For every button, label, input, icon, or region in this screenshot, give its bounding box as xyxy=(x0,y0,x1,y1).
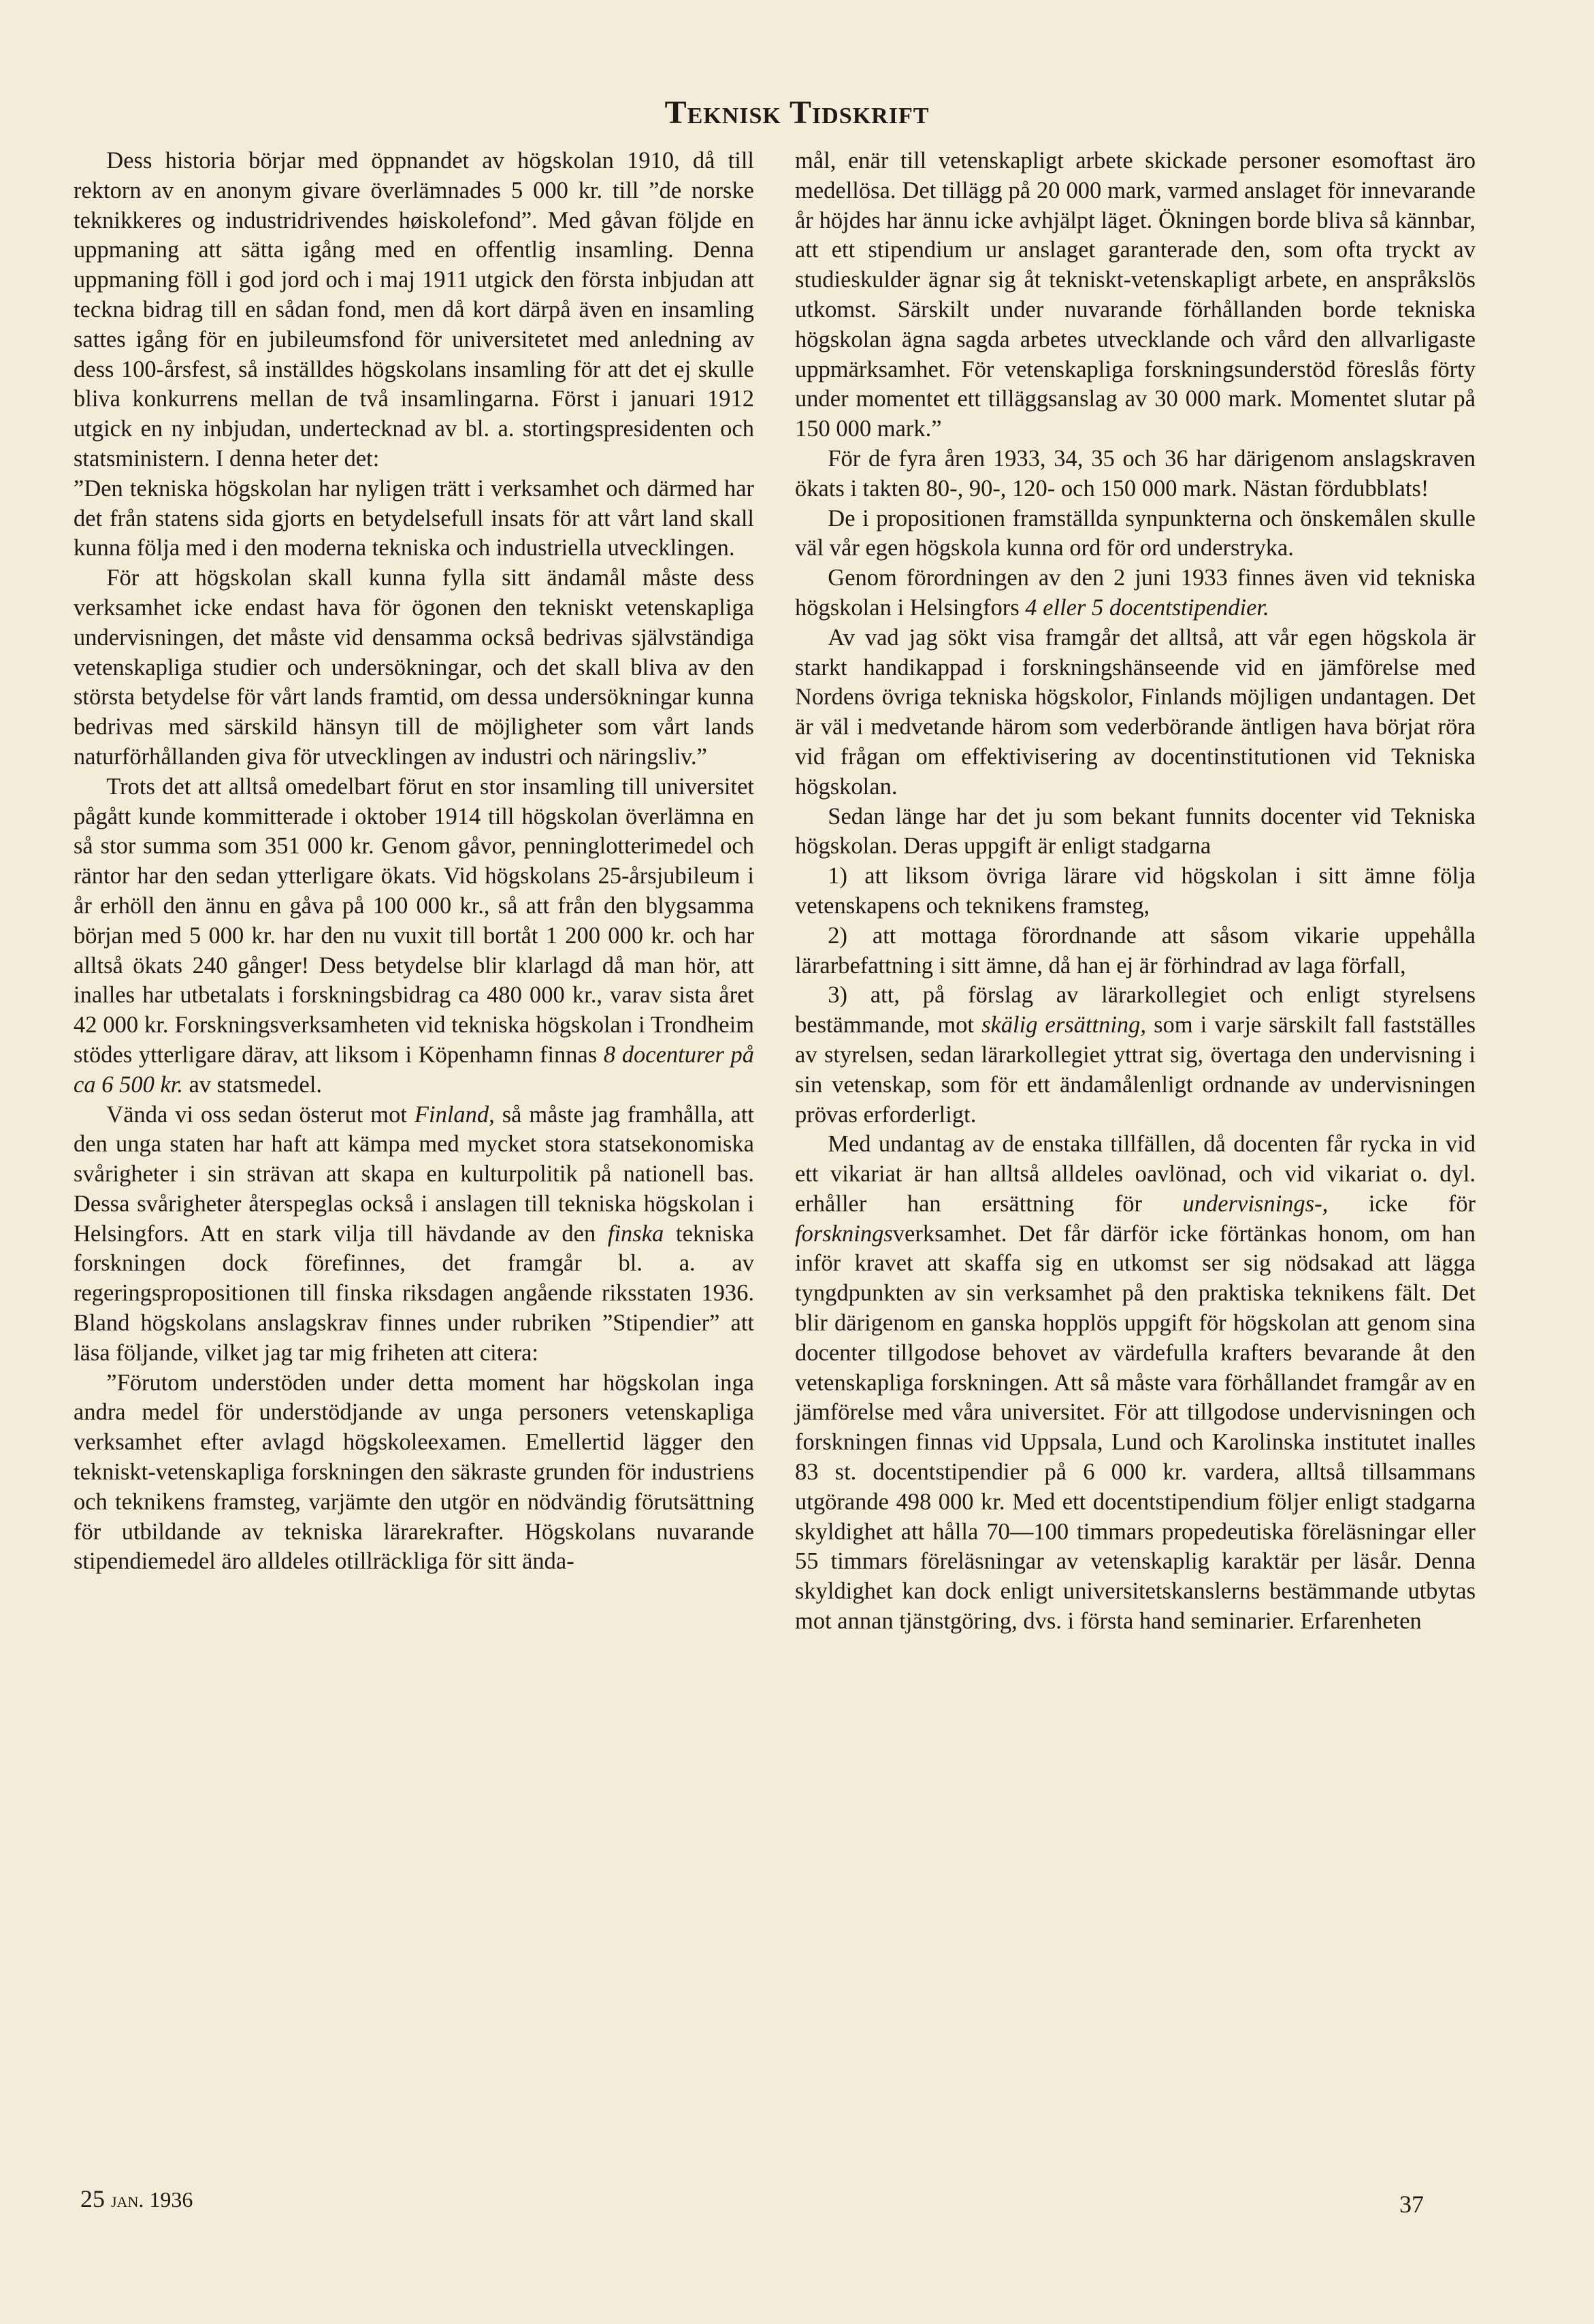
paragraph-text: ”Den tekniska högskolan har nyligen trätt i verksamhet och därmed har det från statens sida gjorts en betydelsefull insats för att vårt land skall kunna följa med i den moderna tekniska och industriella utvecklingen. xyxy=(74,475,754,561)
issue-date-rest: jan. 1936 xyxy=(111,2187,193,2212)
paragraph xyxy=(795,623,1476,802)
paragraph-text: som i varje särskilt fall fastställes av styrelsen, sedan lärarkollegiet yttrat sig, övertaga den undervisning i sin vetenskap, som för ett ändamålenligt ordnande av undervisningen prövas erforderligt. xyxy=(795,1012,1476,1128)
paragraph-text: icke för xyxy=(1328,1190,1476,1217)
paragraph-text: verksamhet. Det får därför icke förtänkas honom, om han inför kravet att skaffa sig en utkomst ser sig nödsakad att lägga tyngdpunkten av sin verksamhet på den praktiska teknikens fält. Det blir därigenom en ganska hopplös uppgift för högskolan att genom sina docenter tillgodose behovet av värdefulla krafters bevarande åt den vetenskapliga forskningen. Att så måste vara förhållandet framgår av en jämförelse med våra universitet. För att tillgodose undervisningen och forskningen finnas vid Uppsala, Lund och Karolinska institutet inalles 83 st. docentstipendier på 6 000 kr. vardera, alltså tillsammans utgörande 498 000 kr. Med ett docentstipendium följer enligt stadgarna skyldighet att hålla 70—100 timmars propedeutiska föreläsningar eller 55 timmars föreläsningar av vetenskaplig karaktär per läsår. Denna skyldighet kan dock enligt universitetskanslerns bestämmande utbytas mot annan tjänstgöring, dvs. i första hand seminarier. Erfarenheten xyxy=(795,1220,1476,1635)
paragraph-text: Sedan länge har det ju som bekant funnits docenter vid Tekniska högskolan. Deras uppgift är enligt stadgarna xyxy=(795,803,1476,860)
paragraph-text: så måste jag framhålla, att den unga staten har haft att kämpa med mycket stora statsekonomiska svårigheter i sin strävan att skapa en kulturpolitik på nationell bas. Dessa svårigheter återspeglas också i anslagen till tekniska högskolan i Helsingfors. Att en stark vilja till hävdande av den xyxy=(74,1101,755,1247)
paragraph-emphasis: 4 eller 5 docentstipendier. xyxy=(1025,594,1269,621)
paragraph xyxy=(74,146,754,474)
paragraph-text: För att högskolan skall kunna fylla sitt ändamål måste dess verksamhet icke endast hava för ögonen den tekniskt vetenskapliga undervisningen, det måste vid densamma också bedrivas självständiga vetenskapliga studier och undersökningar, och det skall bliva av den största betydelse för vårt lands framtid, om dessa undersökningar kunna bedrivas med särskild hänsyn till de möjligheter som vårt lands naturförhållanden giva för utvecklingen av industri och näringsliv.” xyxy=(74,565,754,770)
paragraph xyxy=(74,772,754,1100)
right-column xyxy=(795,146,1476,1637)
paragraph-text: Vända vi oss sedan österut mot xyxy=(106,1101,414,1128)
paragraph xyxy=(74,474,754,563)
paragraph-emphasis: skälig ersättning, xyxy=(981,1012,1147,1038)
issue-date xyxy=(80,2184,193,2213)
paragraph-text: 1) att liksom övriga lärare vid högskolan i sitt ämne följa vetenskapens och teknikens framsteg, xyxy=(795,863,1476,919)
paragraph-text: Dess historia börjar med öppnandet av högskolan 1910, då till rektorn av en anonym givare överlämnades 5 000 kr. till ”de norske teknikkeres og industridrivendes høiskolefond”. Med gåvan följde en uppmaning att sätta igång med en offentlig insamling. Denna uppmaning föll i god jord och i maj 1911 utgick den första inbjudan att teckna bidrag till en sådan fond, men då kort därpå även en insamling sattes igång för en jubileumsfond för universitetet med anledning av dess 100-årsfest, så inställdes högskolans insamling för att det ej skulle bliva konkurrens mellan de två insamlingarna. Först i januari 1912 utgick en ny inbjudan, undertecknad av bl. a. stortingspresidenten och statsministern. I denna heter det: xyxy=(74,148,754,472)
paragraph xyxy=(795,1130,1476,1637)
paragraph-text: Genom förordningen av den 2 juni 1933 finnes även vid tekniska högskolan i Helsingfors xyxy=(795,565,1476,621)
paragraph-text: 2) att mottaga förordnande att såsom vikarie uppehålla lärarbefattning i sitt ämne, då han ej är förhindrad av laga förfall, xyxy=(795,922,1476,979)
paragraph xyxy=(795,862,1476,921)
paragraph-text: Trots det att alltså omedelbart förut en stor insamling till universitet pågått kunde kommitterade i oktober 1914 till högskolan överlämna en så stor summa som 351 000 kr. Genom gåvor, penninglotterimedel och räntor har den sedan ytterligare ökats. Vid högskolans 25-årsjubileum i år erhöll den ännu en gåva på 100 000 kr., så att från den blygsamma början med 5 000 kr. har den nu vuxit till bortåt 1 200 000 kr. och har alltså ökats 240 gånger! Dess betydelse blir klarlagd då man hör, att inalles har utbetalats i forskningsbidrag ca 480 000 kr., varav sista året 42 000 kr. Forskningsverksamheten vid tekniska högskolan i Trondheim stödes ytterligare därav, att liksom i Köpenhamn finnas xyxy=(74,773,754,1068)
paragraph-text: De i propositionen framställda synpunkterna och önskemålen skulle väl vår egen högskola kunna ord för ord understryka. xyxy=(795,505,1476,561)
page-title: Teknisk Tidskrift xyxy=(664,95,930,131)
paragraph xyxy=(74,1100,754,1369)
paragraph-emphasis: 8 docenturer på ca 6 500 kr. xyxy=(74,1041,754,1098)
paragraph xyxy=(795,802,1476,862)
paragraph-emphasis: Finland, xyxy=(414,1101,495,1128)
paragraph xyxy=(795,146,1476,444)
paragraph-emphasis: forsknings xyxy=(795,1220,893,1247)
left-column xyxy=(74,146,754,1577)
paragraph xyxy=(795,504,1476,564)
paragraph xyxy=(795,444,1476,504)
paragraph xyxy=(795,921,1476,981)
paragraph xyxy=(74,1369,754,1577)
paragraph-text: Med undantag av de enstaka tillfällen, då docenten får rycka in vid ett vikariat är han alltså alldeles oavlönad, och vid vikariat o. dyl. erhåller han ersättning för xyxy=(795,1131,1476,1217)
paragraph-text: ”Förutom understöden under detta moment har högskolan inga andra medel för understödjande av unga personers vetenskapliga verksamhet efter avlagd högskoleexamen. Emellertid lägger den tekniskt-vetenskapliga forskningen den säkraste grunden för industriens och teknikens framsteg, varjämte den utgör en nödvändig förutsättning för utbildande av tekniska lärarekrafter. Högskolans nuvarande stipendiemedel äro alldeles otillräckliga för sitt ända- xyxy=(74,1369,754,1575)
paragraph-text: tekniska forskningen dock förefinnes, det framgår bl. a. av regeringspropositionen till finska riksdagen angående riksstaten 1936. Bland högskolans anslagskrav finnes under rubriken ”Stipendier” att läsa följande, vilket jag tar mig friheten att citera: xyxy=(74,1220,754,1366)
paragraph-emphasis: finska xyxy=(607,1220,664,1247)
paragraph-text: av statsmedel. xyxy=(182,1071,323,1098)
paragraph xyxy=(795,981,1476,1130)
paragraph-text: 3) att, på förslag av lärarkollegiet och enligt styrelsens bestämmande, mot xyxy=(795,982,1476,1038)
issue-date-day: 25 xyxy=(80,2185,105,2212)
paragraph-emphasis: undervisnings-, xyxy=(1182,1190,1329,1217)
page-number: 37 xyxy=(1399,2191,1424,2218)
paragraph xyxy=(795,563,1476,623)
paragraph-text: mål, enär till vetenskapligt arbete skickade personer esomoftast äro medellösa. Det tillägg på 20 000 mark, varmed anslaget för innevarande år höjdes har ännu icke avhjälpt läget. Ökningen borde bliva så kännbar, att ett stipendium ur anslaget garanterade den, som ofta tryckt av studieskulder ägnar sig åt tekniskt-vetenskapligt arbete, en anspråkslös utkomst. Särskilt under nuvarande förhållanden borde tekniska högskolan ägna sagda arbetes utvecklande och vård den allvarligaste uppmärksamhet. För vetenskapliga forskningsunderstöd föreslås förty under momentet ett tilläggsanslag av 30 000 mark. Momentet slutar på 150 000 mark.” xyxy=(795,148,1476,442)
paragraph-text: Av vad jag sökt visa framgår det alltså, att vår egen högskola är starkt handikappad i forskningshänseende vid en jämförelse med Nordens övriga tekniska högskolor, Finlands möjligen undantagen. Det är väl i medvetande härom som vederbörande äntligen hava börjat röra vid frågan om effektivisering av docentinstitutionen vid Tekniska högskolan. xyxy=(795,624,1476,800)
paragraph-text: För de fyra åren 1933, 34, 35 och 36 har därigenom anslagskraven ökats i takten 80-, 90-, 120- och 150 000 mark. Nästan fördubblats! xyxy=(795,445,1476,502)
paragraph xyxy=(74,563,754,772)
